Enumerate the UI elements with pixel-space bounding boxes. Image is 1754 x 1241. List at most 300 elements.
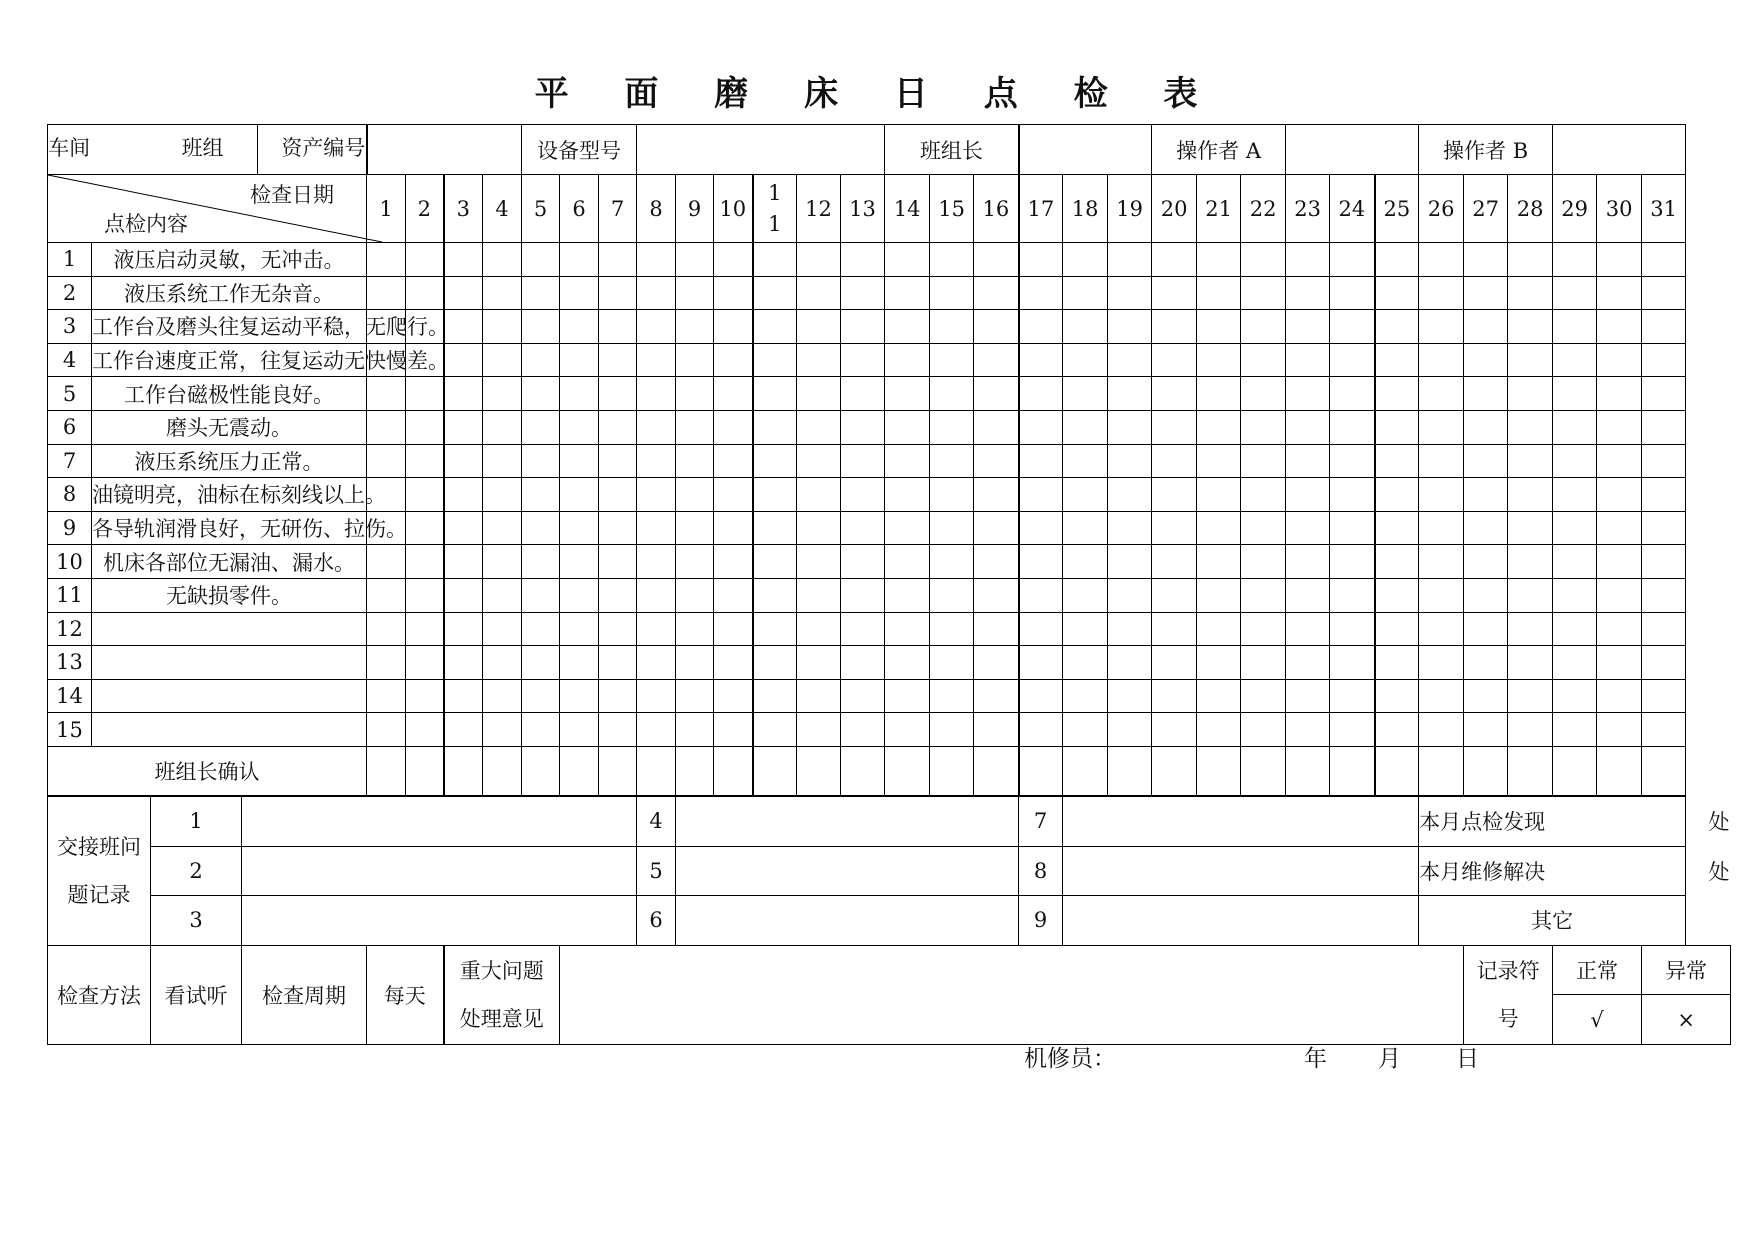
check-cell[interactable] — [1197, 444, 1241, 478]
check-cell[interactable] — [1642, 679, 1686, 713]
check-cell[interactable] — [930, 612, 974, 646]
check-cell[interactable] — [714, 243, 753, 277]
check-cell[interactable] — [1508, 511, 1553, 545]
check-cell[interactable] — [753, 343, 797, 377]
check-cell[interactable] — [1419, 276, 1464, 310]
confirm-cell[interactable] — [1597, 746, 1642, 796]
check-cell[interactable] — [1019, 713, 1063, 747]
check-cell[interactable] — [522, 478, 560, 512]
check-cell[interactable] — [676, 545, 714, 579]
check-cell[interactable] — [797, 444, 841, 478]
check-cell[interactable] — [1508, 578, 1553, 612]
check-cell[interactable] — [974, 646, 1019, 680]
check-cell[interactable] — [885, 310, 930, 344]
check-cell[interactable] — [522, 578, 560, 612]
check-cell[interactable] — [797, 276, 841, 310]
check-cell[interactable] — [1419, 646, 1464, 680]
check-cell[interactable] — [714, 377, 753, 411]
check-cell[interactable] — [483, 511, 522, 545]
check-cell[interactable] — [1553, 713, 1597, 747]
check-cell[interactable] — [1419, 679, 1464, 713]
check-cell[interactable] — [1642, 377, 1686, 411]
check-cell[interactable] — [406, 377, 444, 411]
check-cell[interactable] — [797, 679, 841, 713]
check-cell[interactable] — [676, 578, 714, 612]
check-cell[interactable] — [1152, 578, 1197, 612]
check-cell[interactable] — [522, 679, 560, 713]
check-cell[interactable] — [483, 377, 522, 411]
check-cell[interactable] — [1019, 545, 1063, 579]
confirm-cell[interactable] — [1241, 746, 1286, 796]
check-cell[interactable] — [753, 511, 797, 545]
check-cell[interactable] — [1197, 578, 1241, 612]
check-cell[interactable] — [1241, 410, 1286, 444]
check-cell[interactable] — [676, 511, 714, 545]
check-cell[interactable] — [1597, 578, 1642, 612]
check-cell[interactable] — [1019, 478, 1063, 512]
check-cell[interactable] — [1152, 646, 1197, 680]
check-cell[interactable] — [1553, 646, 1597, 680]
handover-entry[interactable] — [676, 846, 1019, 896]
check-cell[interactable] — [753, 410, 797, 444]
check-cell[interactable] — [753, 444, 797, 478]
check-cell[interactable] — [1375, 377, 1419, 411]
check-cell[interactable] — [1330, 310, 1375, 344]
check-cell[interactable] — [714, 444, 753, 478]
check-cell[interactable] — [522, 243, 560, 277]
check-cell[interactable] — [1241, 343, 1286, 377]
check-cell[interactable] — [1152, 612, 1197, 646]
check-cell[interactable] — [444, 646, 483, 680]
check-cell[interactable] — [1464, 511, 1508, 545]
check-cell[interactable] — [1241, 310, 1286, 344]
check-cell[interactable] — [1419, 478, 1464, 512]
check-cell[interactable] — [406, 679, 444, 713]
check-cell[interactable] — [1063, 444, 1108, 478]
check-cell[interactable] — [483, 578, 522, 612]
check-cell[interactable] — [885, 276, 930, 310]
check-cell[interactable] — [1063, 478, 1108, 512]
check-cell[interactable] — [841, 343, 885, 377]
check-cell[interactable] — [841, 478, 885, 512]
check-cell[interactable] — [1464, 646, 1508, 680]
check-cell[interactable] — [930, 646, 974, 680]
check-cell[interactable] — [841, 679, 885, 713]
confirm-cell[interactable] — [637, 746, 676, 796]
check-cell[interactable] — [1197, 511, 1241, 545]
check-cell[interactable] — [1063, 612, 1108, 646]
check-cell[interactable] — [930, 713, 974, 747]
check-cell[interactable] — [753, 713, 797, 747]
check-cell[interactable] — [974, 377, 1019, 411]
check-cell[interactable] — [599, 612, 637, 646]
confirm-cell[interactable] — [753, 746, 797, 796]
check-cell[interactable] — [1152, 377, 1197, 411]
check-cell[interactable] — [885, 713, 930, 747]
check-cell[interactable] — [1197, 276, 1241, 310]
check-cell[interactable] — [1419, 377, 1464, 411]
check-cell[interactable] — [1642, 545, 1686, 579]
check-cell[interactable] — [483, 545, 522, 579]
check-cell[interactable] — [1419, 511, 1464, 545]
check-cell[interactable] — [1597, 646, 1642, 680]
check-cell[interactable] — [885, 243, 930, 277]
check-cell[interactable] — [1108, 276, 1152, 310]
check-cell[interactable] — [367, 377, 406, 411]
confirm-cell[interactable] — [1152, 746, 1197, 796]
check-cell[interactable] — [1286, 646, 1330, 680]
confirm-cell[interactable] — [1108, 746, 1152, 796]
check-cell[interactable] — [1108, 578, 1152, 612]
check-cell[interactable] — [560, 276, 599, 310]
confirm-cell[interactable] — [1642, 746, 1686, 796]
check-cell[interactable] — [1197, 679, 1241, 713]
check-cell[interactable] — [367, 612, 406, 646]
check-cell[interactable] — [1063, 578, 1108, 612]
check-cell[interactable] — [714, 310, 753, 344]
check-cell[interactable] — [406, 243, 444, 277]
check-cell[interactable] — [367, 578, 406, 612]
check-cell[interactable] — [1642, 713, 1686, 747]
check-cell[interactable] — [1152, 410, 1197, 444]
check-cell[interactable] — [714, 646, 753, 680]
check-cell[interactable] — [1464, 444, 1508, 478]
check-cell[interactable] — [1330, 478, 1375, 512]
check-cell[interactable] — [1108, 310, 1152, 344]
check-cell[interactable] — [885, 444, 930, 478]
check-cell[interactable] — [560, 612, 599, 646]
check-cell[interactable] — [1553, 545, 1597, 579]
check-cell[interactable] — [1197, 646, 1241, 680]
check-cell[interactable] — [885, 410, 930, 444]
check-cell[interactable] — [444, 310, 483, 344]
check-cell[interactable] — [1019, 343, 1063, 377]
check-cell[interactable] — [930, 478, 974, 512]
check-cell[interactable] — [1642, 478, 1686, 512]
leader-value[interactable] — [1019, 125, 1152, 175]
check-cell[interactable] — [1197, 243, 1241, 277]
check-cell[interactable] — [599, 679, 637, 713]
check-cell[interactable] — [1330, 713, 1375, 747]
check-cell[interactable] — [522, 343, 560, 377]
check-cell[interactable] — [676, 646, 714, 680]
check-cell[interactable] — [714, 511, 753, 545]
check-cell[interactable] — [974, 444, 1019, 478]
check-cell[interactable] — [1642, 410, 1686, 444]
check-cell[interactable] — [1375, 713, 1419, 747]
handover-entry[interactable] — [1063, 796, 1419, 846]
check-cell[interactable] — [1464, 679, 1508, 713]
check-cell[interactable] — [406, 276, 444, 310]
check-cell[interactable] — [522, 612, 560, 646]
check-cell[interactable] — [560, 646, 599, 680]
check-cell[interactable] — [1419, 612, 1464, 646]
check-cell[interactable] — [637, 545, 676, 579]
check-cell[interactable] — [1508, 377, 1553, 411]
check-cell[interactable] — [637, 310, 676, 344]
confirm-cell[interactable] — [1553, 746, 1597, 796]
check-cell[interactable] — [444, 377, 483, 411]
check-cell[interactable] — [1508, 679, 1553, 713]
check-cell[interactable] — [599, 545, 637, 579]
check-cell[interactable] — [1241, 713, 1286, 747]
check-cell[interactable] — [1642, 310, 1686, 344]
check-cell[interactable] — [753, 679, 797, 713]
check-cell[interactable] — [560, 578, 599, 612]
check-cell[interactable] — [522, 713, 560, 747]
check-cell[interactable] — [753, 478, 797, 512]
check-cell[interactable] — [1553, 310, 1597, 344]
check-cell[interactable] — [1508, 444, 1553, 478]
check-cell[interactable] — [1063, 713, 1108, 747]
check-cell[interactable] — [637, 578, 676, 612]
major-issue-opinion[interactable] — [560, 945, 1464, 1044]
check-cell[interactable] — [841, 410, 885, 444]
check-cell[interactable] — [1108, 545, 1152, 579]
check-cell[interactable] — [714, 343, 753, 377]
check-cell[interactable] — [483, 713, 522, 747]
operator-a-value[interactable] — [1286, 125, 1419, 175]
check-cell[interactable] — [885, 646, 930, 680]
check-cell[interactable] — [1508, 310, 1553, 344]
check-cell[interactable] — [1375, 343, 1419, 377]
confirm-cell[interactable] — [1419, 746, 1464, 796]
check-cell[interactable] — [1063, 511, 1108, 545]
check-cell[interactable] — [1063, 377, 1108, 411]
check-cell[interactable] — [1597, 511, 1642, 545]
check-cell[interactable] — [522, 444, 560, 478]
check-cell[interactable] — [483, 612, 522, 646]
check-cell[interactable] — [1063, 646, 1108, 680]
handover-entry[interactable] — [242, 896, 637, 946]
check-cell[interactable] — [930, 310, 974, 344]
check-cell[interactable] — [1597, 310, 1642, 344]
check-cell[interactable] — [1108, 679, 1152, 713]
check-cell[interactable] — [483, 243, 522, 277]
check-cell[interactable] — [483, 646, 522, 680]
check-cell[interactable] — [444, 679, 483, 713]
check-cell[interactable] — [560, 444, 599, 478]
confirm-cell[interactable] — [406, 746, 444, 796]
confirm-cell[interactable] — [676, 746, 714, 796]
check-cell[interactable] — [714, 679, 753, 713]
check-cell[interactable] — [1508, 243, 1553, 277]
check-cell[interactable] — [1553, 377, 1597, 411]
check-cell[interactable] — [1241, 511, 1286, 545]
check-cell[interactable] — [1375, 310, 1419, 344]
check-cell[interactable] — [797, 410, 841, 444]
check-cell[interactable] — [560, 679, 599, 713]
check-cell[interactable] — [406, 713, 444, 747]
check-cell[interactable] — [1597, 478, 1642, 512]
confirm-cell[interactable] — [522, 746, 560, 796]
check-cell[interactable] — [1330, 243, 1375, 277]
check-cell[interactable] — [1286, 377, 1330, 411]
operator-b-value[interactable] — [1553, 125, 1686, 175]
check-cell[interactable] — [1197, 377, 1241, 411]
check-cell[interactable] — [1197, 612, 1241, 646]
check-cell[interactable] — [406, 578, 444, 612]
check-cell[interactable] — [1375, 612, 1419, 646]
check-cell[interactable] — [1330, 377, 1375, 411]
check-cell[interactable] — [1063, 343, 1108, 377]
confirm-cell[interactable] — [930, 746, 974, 796]
check-cell[interactable] — [930, 578, 974, 612]
check-cell[interactable] — [444, 578, 483, 612]
confirm-cell[interactable] — [1286, 746, 1330, 796]
check-cell[interactable] — [930, 679, 974, 713]
confirm-cell[interactable] — [560, 746, 599, 796]
check-cell[interactable] — [1286, 612, 1330, 646]
check-cell[interactable] — [367, 713, 406, 747]
check-cell[interactable] — [1286, 410, 1330, 444]
check-cell[interactable] — [1019, 243, 1063, 277]
check-cell[interactable] — [841, 578, 885, 612]
check-cell[interactable] — [974, 310, 1019, 344]
check-cell[interactable] — [1464, 343, 1508, 377]
check-cell[interactable] — [522, 646, 560, 680]
check-cell[interactable] — [1419, 343, 1464, 377]
check-cell[interactable] — [444, 243, 483, 277]
check-cell[interactable] — [367, 646, 406, 680]
check-cell[interactable] — [1019, 646, 1063, 680]
check-cell[interactable] — [1642, 511, 1686, 545]
check-cell[interactable] — [1464, 276, 1508, 310]
check-cell[interactable] — [1241, 578, 1286, 612]
check-cell[interactable] — [1508, 276, 1553, 310]
check-cell[interactable] — [797, 343, 841, 377]
check-cell[interactable] — [637, 679, 676, 713]
check-cell[interactable] — [599, 343, 637, 377]
check-cell[interactable] — [1642, 646, 1686, 680]
check-cell[interactable] — [1286, 679, 1330, 713]
check-cell[interactable] — [599, 410, 637, 444]
check-cell[interactable] — [1197, 343, 1241, 377]
check-cell[interactable] — [930, 343, 974, 377]
check-cell[interactable] — [841, 713, 885, 747]
check-cell[interactable] — [1241, 545, 1286, 579]
check-cell[interactable] — [522, 377, 560, 411]
check-cell[interactable] — [1375, 679, 1419, 713]
check-cell[interactable] — [483, 679, 522, 713]
check-cell[interactable] — [1508, 612, 1553, 646]
check-cell[interactable] — [1108, 343, 1152, 377]
check-cell[interactable] — [560, 713, 599, 747]
check-cell[interactable] — [406, 646, 444, 680]
check-cell[interactable] — [1063, 679, 1108, 713]
check-cell[interactable] — [1286, 444, 1330, 478]
check-cell[interactable] — [483, 276, 522, 310]
check-cell[interactable] — [1642, 612, 1686, 646]
check-cell[interactable] — [676, 410, 714, 444]
check-cell[interactable] — [444, 713, 483, 747]
check-cell[interactable] — [1152, 243, 1197, 277]
check-cell[interactable] — [560, 478, 599, 512]
check-cell[interactable] — [1152, 276, 1197, 310]
check-cell[interactable] — [1553, 410, 1597, 444]
check-cell[interactable] — [1419, 578, 1464, 612]
check-cell[interactable] — [1642, 578, 1686, 612]
check-cell[interactable] — [599, 444, 637, 478]
check-cell[interactable] — [1597, 713, 1642, 747]
check-cell[interactable] — [797, 612, 841, 646]
check-cell[interactable] — [841, 243, 885, 277]
check-cell[interactable] — [1241, 478, 1286, 512]
check-cell[interactable] — [1553, 612, 1597, 646]
check-cell[interactable] — [1019, 377, 1063, 411]
check-cell[interactable] — [444, 612, 483, 646]
check-cell[interactable] — [676, 612, 714, 646]
check-cell[interactable] — [714, 478, 753, 512]
check-cell[interactable] — [637, 713, 676, 747]
check-cell[interactable] — [1597, 343, 1642, 377]
check-cell[interactable] — [637, 343, 676, 377]
check-cell[interactable] — [841, 545, 885, 579]
confirm-cell[interactable] — [1063, 746, 1108, 796]
check-cell[interactable] — [599, 276, 637, 310]
check-cell[interactable] — [676, 679, 714, 713]
check-cell[interactable] — [1642, 276, 1686, 310]
check-cell[interactable] — [974, 511, 1019, 545]
check-cell[interactable] — [522, 511, 560, 545]
check-cell[interactable] — [1597, 545, 1642, 579]
check-cell[interactable] — [1197, 310, 1241, 344]
check-cell[interactable] — [444, 511, 483, 545]
check-cell[interactable] — [522, 276, 560, 310]
check-cell[interactable] — [1241, 646, 1286, 680]
check-cell[interactable] — [885, 511, 930, 545]
check-cell[interactable] — [753, 578, 797, 612]
check-cell[interactable] — [1464, 243, 1508, 277]
check-cell[interactable] — [1375, 511, 1419, 545]
check-cell[interactable] — [1286, 511, 1330, 545]
check-cell[interactable] — [930, 545, 974, 579]
check-cell[interactable] — [1197, 713, 1241, 747]
check-cell[interactable] — [1419, 310, 1464, 344]
check-cell[interactable] — [1508, 478, 1553, 512]
check-cell[interactable] — [1508, 713, 1553, 747]
check-cell[interactable] — [974, 713, 1019, 747]
check-cell[interactable] — [1375, 444, 1419, 478]
check-cell[interactable] — [885, 377, 930, 411]
check-cell[interactable] — [1063, 276, 1108, 310]
check-cell[interactable] — [1553, 276, 1597, 310]
check-cell[interactable] — [753, 377, 797, 411]
check-cell[interactable] — [841, 612, 885, 646]
check-cell[interactable] — [974, 478, 1019, 512]
check-cell[interactable] — [599, 478, 637, 512]
asset-value[interactable] — [367, 125, 522, 175]
confirm-cell[interactable] — [841, 746, 885, 796]
check-cell[interactable] — [1642, 444, 1686, 478]
check-cell[interactable] — [1019, 612, 1063, 646]
confirm-cell[interactable] — [367, 746, 406, 796]
check-cell[interactable] — [974, 343, 1019, 377]
check-cell[interactable] — [560, 377, 599, 411]
check-cell[interactable] — [1286, 243, 1330, 277]
check-cell[interactable] — [1464, 410, 1508, 444]
check-cell[interactable] — [1330, 511, 1375, 545]
check-cell[interactable] — [841, 310, 885, 344]
check-cell[interactable] — [1108, 377, 1152, 411]
check-cell[interactable] — [599, 511, 637, 545]
check-cell[interactable] — [1375, 478, 1419, 512]
handover-entry[interactable] — [1063, 846, 1419, 896]
check-cell[interactable] — [1642, 343, 1686, 377]
check-cell[interactable] — [885, 679, 930, 713]
check-cell[interactable] — [797, 478, 841, 512]
check-cell[interactable] — [483, 310, 522, 344]
